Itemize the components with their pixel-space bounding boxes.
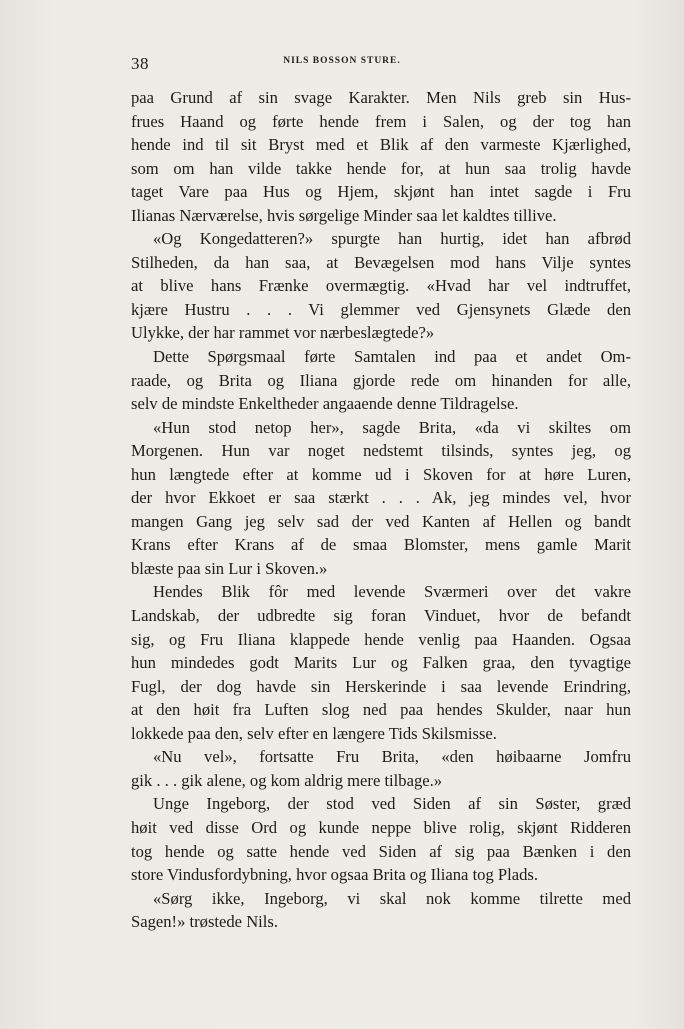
text-line: kjære Hustru . . . Vi glemmer ved Gjensynets Glæde den [131,299,631,319]
text-line: mangen Gang jeg selv sad der ved Kanten af Hellen og bandt [131,511,631,531]
text-line: blæste paa sin Lur i Skoven.» [131,558,328,578]
text-line: at blive hans Frænke overmægtig. «Hvad har vel indtruffet, [131,276,631,296]
paragraph [131,345,631,416]
text-line: «Sørg ikke, Ingeborg, vi skal nok komme tilrette med [153,888,631,908]
text-line: Ilianas Nærværelse, hvis sørgelige Minder saa let kaldtes tillive. [131,205,557,225]
text-line: sig, og Fru Iliana klappede hende venlig paa Haanden. Ogsaa [131,629,631,649]
text-line: Krans efter Krans af de smaa Blomster, mens gamle Marit [131,535,631,555]
text-line: raade, og Brita og Iliana gjorde rede om hinanden for alle, [131,370,631,390]
running-title: NILS BOSSON STURE. [283,56,401,66]
text-line: høit ved disse Ord og kunde neppe blive rolig, skjønt Ridderen [131,817,631,837]
text-line: lokkede paa den, selv efter en længere Tids Skilsmisse. [131,723,497,743]
paragraph [131,86,631,227]
text-line: taget Vare paa Hus og Hjem, skjønt han intet sagde i Fru [131,182,631,202]
page-number: 38 [131,54,149,73]
paragraph [131,887,631,934]
text-line: Stilheden, da han saa, at Bevægelsen mod hans Vilje syntes [131,252,631,272]
text-line: gik . . . gik alene, og kom aldrig mere tilbage.» [131,770,443,790]
text-line: Hendes Blik fôr med levende Sværmeri over det vakre [153,582,631,602]
text-line: Fugl, der dog havde sin Herskerinde i saa levende Erindring, [131,676,631,696]
text-line: «Hun stod netop her», sagde Brita, «da vi skiltes om [153,417,631,437]
body-text [131,86,631,934]
text-line: som om han vilde takke hende for, at hun saa trolig havde [131,158,631,178]
text-line: frues Haand og førte hende frem i Salen, og der tog han [131,111,631,131]
text-line: Unge Ingeborg, der stod ved Siden af sin Søster, græd [153,794,631,814]
text-line: at den høit fra Luften slog ned paa hendes Skulder, naar hun [131,700,631,720]
text-line: Landskab, der udbredte sig foran Vinduet, hvor de befandt [131,606,631,626]
text-line: hun længtede efter at komme ud i Skoven for at høre Luren, [131,464,631,484]
paragraph [131,745,631,792]
paragraph [131,227,631,345]
paragraph [131,580,631,745]
text-line: «Nu vel», fortsatte Fru Brita, «den høibaarne Jomfru [153,747,631,767]
text-line: hende ind til sit Bryst med et Blik af den varmeste Kjærlighed, [131,135,631,155]
text-line: Sagen!» trøstede Nils. [131,912,279,932]
text-line: hun mindedes godt Marits Lur og Falken graa, den tyvagtige [131,653,631,673]
text-line: Dette Spørgsmaal førte Samtalen ind paa et andet Om- [153,347,631,367]
text-line: Ulykke, der har rammet vor nærbeslægtede?» [131,323,435,343]
text-line: store Vindusfordybning, hvor ogsaa Brita og Iliana tog Plads. [131,865,539,885]
text-line: der hvor Ekkoet er saa stærkt . . . Ak, jeg mindes vel, hvor [131,488,631,508]
paragraph [131,416,631,581]
text-line: tog hende og satte hende ved Siden af sig paa Bænken i den [131,841,631,861]
text-line: paa Grund af sin svage Karakter. Men Nils greb sin Hus- [131,88,631,107]
text-line: Morgenen. Hun var noget nedstemt tilsinds, syntes jeg, og [131,441,631,461]
text-line: selv de mindste Enkeltheder angaaende denne Tildragelse. [131,394,519,414]
text-line: «Og Kongedatteren?» spurgte han hurtig, idet han afbrød [153,229,631,249]
paragraph [131,792,631,886]
